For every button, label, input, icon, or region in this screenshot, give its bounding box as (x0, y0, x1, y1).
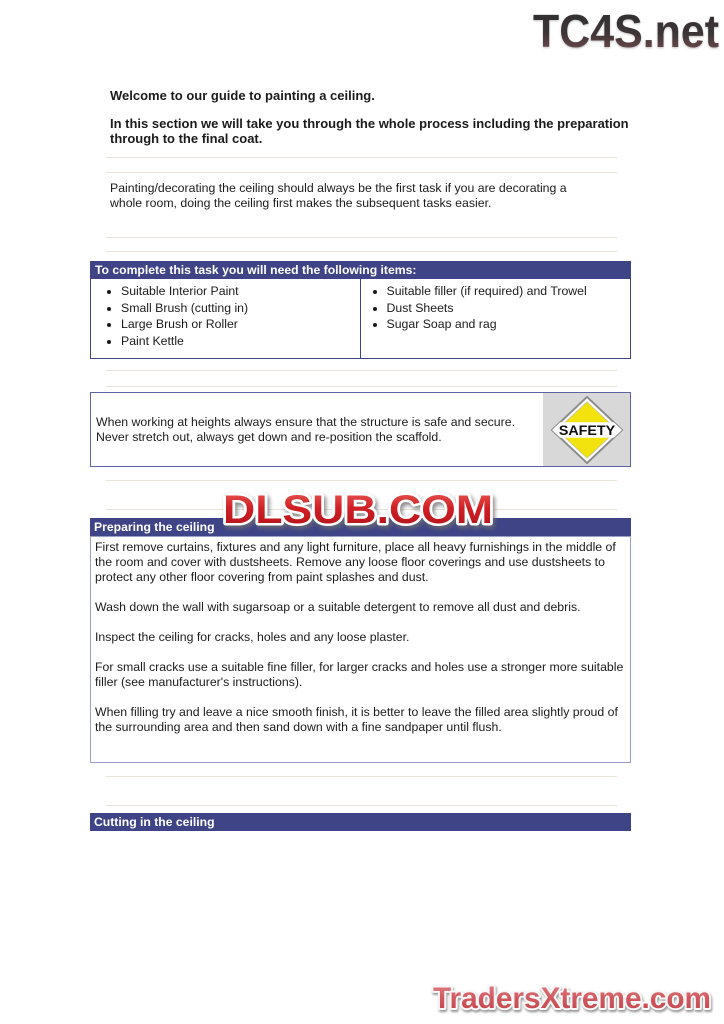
divider (106, 805, 617, 806)
list-item: • Sugar Soap and rag (387, 317, 631, 333)
safety-icon-label: SAFETY (558, 422, 615, 438)
items-list-right (361, 284, 631, 333)
tc4s-watermark-graphic (530, 4, 722, 56)
items-table (90, 261, 631, 359)
tradersxtreme-watermark-graphic (427, 977, 717, 1019)
tc4s-watermark-text: TC4S.net (533, 5, 719, 56)
items-column-right (361, 279, 631, 358)
safety-icon-cell (543, 393, 630, 466)
preparing-section-body (90, 536, 631, 763)
first-task-paragraph: Painting/decorating the ceiling should always be the first task if you are decorating a whole room, doing the ceiling first makes the subsequent tasks easier. (110, 181, 567, 210)
paragraph: First remove curtains, fixtures and any light furniture, place all heavy furnishings in the middle of the room and cover with dustsheets. Remove any loose floor coverings and use dustsheets to protect any other floor covering from paint splashes and dust. (95, 540, 616, 584)
divider (106, 370, 617, 371)
items-table-header: To complete this task you will need the following items: (91, 262, 630, 279)
cutting-section-header: Cutting in the ceiling (90, 813, 631, 831)
list-item: • Suitable Interior Paint (121, 284, 360, 300)
dlsub-watermark-graphic (217, 482, 499, 534)
list-item: • Paint Kettle (121, 334, 360, 350)
safety-notice-text: When working at heights always ensure that the structure is safe and secure. Never stretch out, always get down and re-position the scaffold. (96, 414, 515, 444)
dlsub-watermark (217, 482, 499, 539)
divider (106, 776, 617, 777)
items-table-body (91, 279, 630, 358)
paragraph: Wash down the wall with sugarsoap or a suitable detergent to remove all dust and debris. (95, 600, 581, 614)
items-list-left (91, 284, 360, 349)
dlsub-watermark-text: DLSUB.COM (223, 488, 493, 532)
divider (106, 251, 617, 252)
list-item: • Suitable filler (if required) and Trowel (387, 284, 631, 300)
preparing-section-header: Preparing the ceiling (90, 518, 631, 536)
safety-diamond-icon (550, 396, 624, 464)
paragraph: Inspect the ceiling for cracks, holes and any loose plaster. (95, 630, 410, 644)
list-item: • Dust Sheets (387, 301, 631, 317)
divider (106, 157, 617, 158)
list-item: • Small Brush (cutting in) (121, 301, 360, 317)
divider (106, 480, 617, 481)
welcome-heading: Welcome to our guide to painting a ceiling. (110, 88, 375, 103)
paragraph: For small cracks use a suitable fine filler, for larger cracks and holes use a stronger more suitable filler (see manufacturer's instructions). (95, 660, 624, 689)
tradersxtreme-watermark-text: TradersXtreme.com (433, 982, 711, 1015)
safety-notice (90, 392, 631, 467)
divider (106, 386, 617, 387)
divider (106, 237, 617, 238)
tc4s-watermark (530, 4, 722, 61)
divider (106, 172, 617, 173)
list-item: • Large Brush or Roller (121, 317, 360, 333)
overview-heading: In this section we will take you through the whole process including the preparation through to the final coat. (110, 116, 629, 146)
paragraph: When filling try and leave a nice smooth finish, it is better to leave the filled area slightly proud of the surrounding area and then sand down with a fine sandpaper until flush. (95, 705, 618, 734)
items-column-left (91, 279, 361, 358)
tradersxtreme-watermark (427, 977, 717, 1024)
